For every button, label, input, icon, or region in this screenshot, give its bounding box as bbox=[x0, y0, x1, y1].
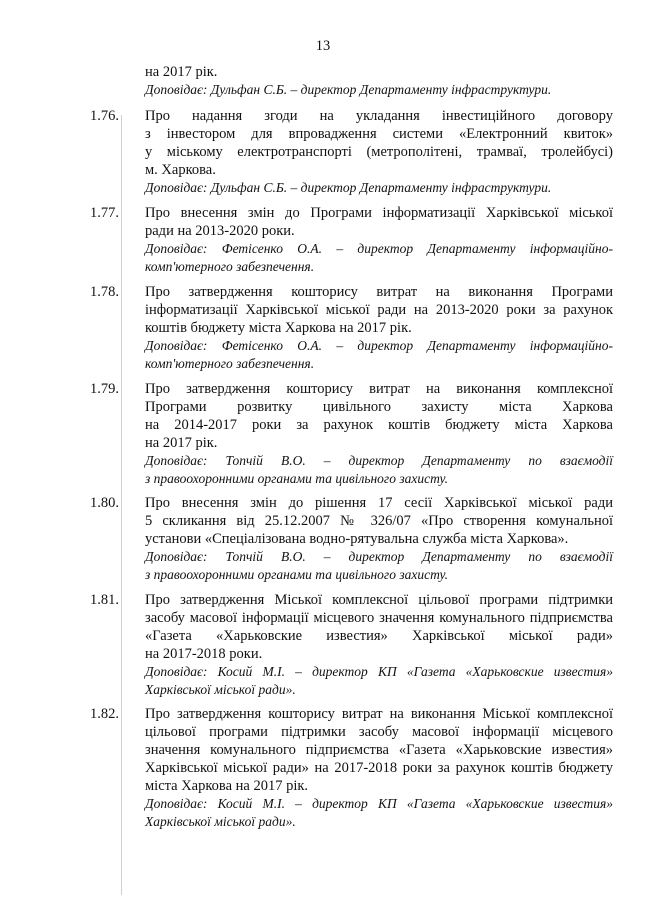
item-text-line: установи «Спеціалізована водно-рятувальна служба міста Харкова». bbox=[145, 531, 569, 547]
item-text-line: Про надання згоди на укладання інвестиційного договору bbox=[145, 108, 613, 124]
item-speaker: Доповідає: Фетісенко О.А. – директор Департаменту інформаційно- bbox=[145, 241, 613, 256]
item-number: 1.82. bbox=[90, 706, 119, 722]
item-text-line: Про внесення змін до рішення 17 сесії Харківської міської ради bbox=[145, 495, 613, 511]
item-speaker: Доповідає: Косий М.І. – директор КП «Газета «Харьковские известия» bbox=[145, 796, 613, 811]
agenda-item bbox=[145, 380, 613, 488]
item-speaker: Харківської міської ради». bbox=[145, 814, 296, 829]
agenda-item bbox=[145, 591, 613, 699]
item-number: 1.77. bbox=[90, 205, 119, 221]
item-speaker: з правоохоронними органами та цивільного захисту. bbox=[145, 471, 448, 486]
item-text-line: засобу масової інформації місцевого значення комунального підприємства bbox=[145, 610, 613, 626]
item-text-line: на 2014-2017 роки за рахунок коштів бюджету міста Харкова bbox=[145, 417, 613, 433]
item-speaker: з правоохоронними органами та цивільного захисту. bbox=[145, 567, 448, 582]
item-text-line: у міському електротранспорті (метрополітені, трамваї, тролейбусі) bbox=[145, 144, 613, 160]
item-speaker: Доповідає: Топчій В.О. – директор Департаменту по взаємодії bbox=[145, 453, 613, 468]
item-text-line: цільової програми підтримки засобу масової інформації місцевого bbox=[145, 724, 613, 740]
agenda-item bbox=[145, 204, 613, 276]
item-text-line: Про затвердження кошторису витрат на виконання Програми bbox=[145, 284, 613, 300]
agenda-item bbox=[145, 705, 613, 831]
item-text-line: значення комунального підприємства «Газета «Харьковские известия» bbox=[145, 742, 613, 758]
item-text-line: з інвестором для впровадження системи «Електронний квиток» bbox=[145, 126, 613, 142]
item-text-line: Харківської міської ради» на 2017-2018 роки за рахунок коштів бюджету bbox=[145, 760, 613, 776]
item-text-line: Про затвердження Міської комплексної цільової програми підтримки bbox=[145, 592, 613, 608]
continuation-speaker: Доповідає: Дульфан С.Б. – директор Департаменту інфраструктури. bbox=[145, 82, 552, 97]
item-speaker: Харківської міської ради». bbox=[145, 682, 296, 697]
item-text-line: м. Харкова. bbox=[145, 162, 216, 178]
item-text-line: 5 скликання від 25.12.2007 № 326/07 «Про створення комунальної bbox=[145, 513, 613, 529]
item-text-line: міста Харкова на 2017 рік. bbox=[145, 778, 309, 794]
item-speaker: комп'ютерного забезпечення. bbox=[145, 356, 315, 371]
item-number: 1.76. bbox=[90, 108, 119, 124]
item-text-line: коштів бюджету міста Харкова на 2017 рік. bbox=[145, 320, 412, 336]
item-speaker: Доповідає: Косий М.І. – директор КП «Газета «Харьковские известия» bbox=[145, 664, 613, 679]
item-text-line: Програми розвитку цивільного захисту міста Харкова bbox=[145, 399, 613, 415]
agenda-item bbox=[145, 107, 613, 197]
item-speaker: Доповідає: Дульфан С.Б. – директор Департаменту інфраструктури. bbox=[145, 180, 552, 195]
item-number: 1.78. bbox=[90, 284, 119, 300]
item-number: 1.79. bbox=[90, 381, 119, 397]
item-number: 1.80. bbox=[90, 495, 119, 511]
item-text-line: Про внесення змін до Програми інформатизації Харківської міської bbox=[145, 205, 613, 221]
item-speaker: комп'ютерного забезпечення. bbox=[145, 259, 315, 274]
item-text-line: Про затвердження кошторису витрат на виконання Міської комплексної bbox=[145, 706, 613, 722]
item-speaker: Доповідає: Топчій В.О. – директор Департаменту по взаємодії bbox=[145, 549, 613, 564]
continuation-block bbox=[145, 63, 613, 99]
agenda-item bbox=[145, 283, 613, 373]
item-speaker: Доповідає: Фетісенко О.А. – директор Департаменту інформаційно- bbox=[145, 338, 613, 353]
item-text-line: на 2017 рік. bbox=[145, 435, 218, 451]
item-text-line: Про затвердження кошторису витрат на виконання комплексної bbox=[145, 381, 613, 397]
item-text-line: інформатизації Харківської міської ради на 2013-2020 роки за рахунок bbox=[145, 302, 613, 318]
item-text-line: на 2017-2018 роки. bbox=[145, 646, 263, 662]
agenda-item bbox=[145, 494, 613, 584]
continuation-text: на 2017 рік. bbox=[145, 64, 218, 80]
margin-line bbox=[121, 115, 122, 895]
item-text-line: «Газета «Харьковские известия» Харківської міської ради» bbox=[145, 628, 613, 644]
item-number: 1.81. bbox=[90, 592, 119, 608]
item-text-line: ради на 2013-2020 роки. bbox=[145, 223, 295, 239]
page-number: 13 bbox=[315, 38, 331, 54]
